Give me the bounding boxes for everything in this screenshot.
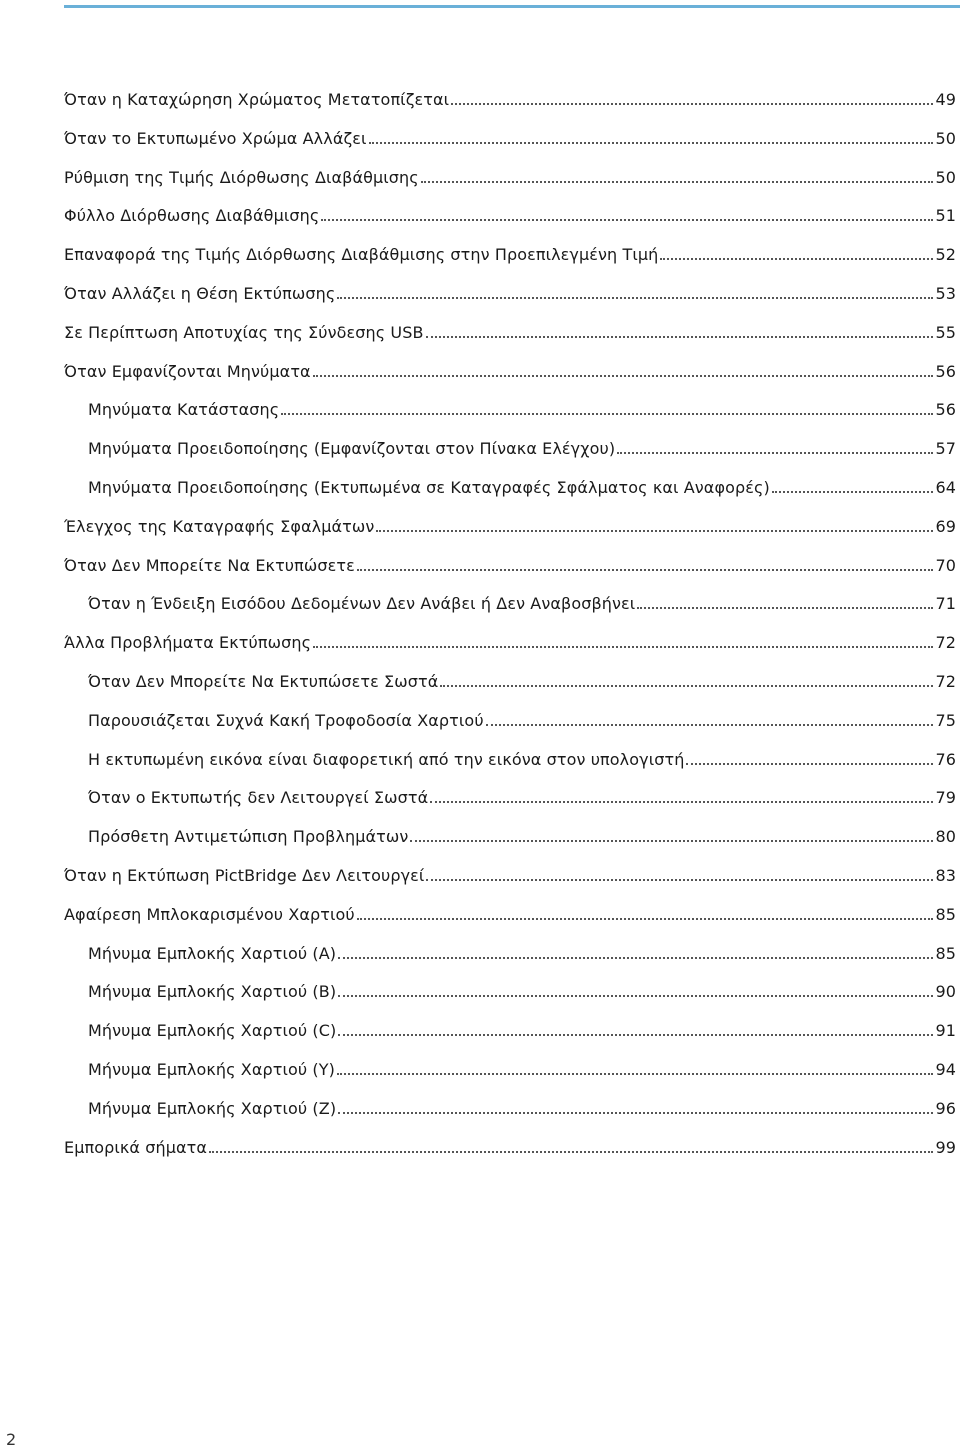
toc-dot-leader [338,956,933,959]
toc-entry-title: Όταν το Εκτυπωμένο Χρώμα Αλλάζει [64,128,367,148]
toc-entry-page: 53 [935,283,956,303]
toc-entry-title: Όταν Εμφανίζονται Μηνύματα [64,361,311,381]
toc-entry[interactable] [64,245,956,284]
toc-entry-title: Μηνύματα Προειδοποίησης (Εμφανίζονται στον Πίνακα Ελέγχου) [88,439,616,459]
toc-entry-page: 85 [935,943,956,963]
toc-entry[interactable] [64,633,956,672]
toc-entry-page: 57 [935,439,956,459]
toc-dot-leader [772,490,934,493]
toc-dot-leader [209,1150,933,1153]
toc-entry[interactable] [64,1138,956,1177]
toc-entry-page: 55 [935,322,956,342]
toc-entry[interactable] [64,711,956,750]
toc-entry-title: Μήνυμα Εμπλοκής Χαρτιού (B) [88,982,337,1002]
toc-entry-page: 99 [935,1137,956,1157]
toc-entry-title: Επαναφορά της Τιμής Διόρθωσης Διαβάθμισης στην Προεπιλεγμένη Τιμή [64,245,659,265]
toc-entry-title: Μηνύματα Κατάστασης [88,400,280,420]
toc-entry[interactable] [64,1060,956,1099]
toc-entry-title: Όταν η Εκτύπωση PictBridge Δεν Λειτουργεί [64,865,425,885]
toc-dot-leader [451,102,933,105]
toc-entry-title: Εμπορικά σήματα [64,1137,208,1157]
toc-entry-page: 94 [935,1059,956,1079]
toc-entry-title: Ρύθμιση της Τιμής Διόρθωσης Διαβάθμισης [64,167,419,187]
toc-entry[interactable] [64,672,956,711]
toc-entry-title: Μήνυμα Εμπλοκής Χαρτιού (Y) [88,1059,335,1079]
toc-entry-page: 51 [935,206,956,226]
toc-entry[interactable] [64,827,956,866]
toc-entry-title: Μήνυμα Εμπλοκής Χαρτιού (C) [88,1021,337,1041]
toc-entry-page: 96 [935,1098,956,1118]
toc-dot-leader [313,374,934,377]
toc-entry[interactable] [64,400,956,439]
toc-entry[interactable] [64,323,956,362]
toc-entry[interactable] [64,1099,956,1138]
toc-dot-leader [313,645,933,648]
toc-entry[interactable] [64,478,956,517]
toc-dot-leader [660,257,933,260]
toc-entry-title: Η εκτυπωμένη εικόνα είναι διαφορετική από την εικόνα στον υπολογιστή [88,749,685,769]
toc-entry-title: Πρόσθετη Αντιμετώπιση Προβλημάτων [88,827,409,847]
toc-dot-leader [338,1111,933,1114]
toc-dot-leader [357,568,934,571]
toc-entry-title: Άλλα Προβλήματα Εκτύπωσης [64,633,312,653]
toc-entry-title: Έλεγχος της Καταγραφής Σφαλμάτων [64,516,375,536]
page-number: 2 [6,1430,17,1449]
toc-entry-title: Μήνυμα Εμπλοκής Χαρτιού (A) [88,943,337,963]
toc-dot-leader [426,878,933,881]
toc-entry-page: 64 [935,477,956,497]
toc-entry[interactable] [64,905,956,944]
toc-entry-page: 70 [935,555,956,575]
toc-entry-title: Όταν Δεν Μπορείτε Να Εκτυπώσετε [64,555,355,575]
toc-dot-leader [686,762,933,765]
toc-entry-page: 49 [935,90,956,109]
toc-entry-title: Μηνύματα Προειδοποίησης (Εκτυπωμένα σε Καταγραφές Σφάλματος και Αναφορές) [88,477,770,497]
toc-dot-leader [338,1033,933,1036]
toc-entry-title: Αφαίρεση Μπλοκαρισμένου Χαρτιού [64,904,355,924]
toc-entry-page: 71 [935,594,956,614]
toc-entry[interactable] [64,750,956,789]
toc-entry-page: 52 [935,245,956,265]
toc-entry-page: 79 [935,788,956,808]
toc-entry[interactable] [64,556,956,595]
toc-entry-page: 76 [935,749,956,769]
toc-entry[interactable] [64,362,956,401]
toc-entry-title: Όταν Δεν Μπορείτε Να Εκτυπώσετε Σωστά [88,671,439,691]
toc-dot-leader [617,451,933,454]
toc-entry-page: 75 [935,710,956,730]
toc-dot-leader [321,218,933,221]
toc-entry[interactable] [64,439,956,478]
toc-entry[interactable] [64,866,956,905]
toc-entry-page: 85 [935,904,956,924]
toc-entry[interactable] [64,168,956,207]
toc-entry-title: Όταν ο Εκτυπωτής δεν Λειτουργεί Σωστά [88,788,429,808]
toc-entry-title: Όταν η Ένδειξη Εισόδου Δεδομένων Δεν Ανάβει ή Δεν Αναβοσβήνει [88,594,636,614]
toc-entry-page: 80 [935,827,956,847]
toc-dot-leader [637,606,933,609]
toc-entry[interactable] [64,788,956,827]
toc-entry[interactable] [64,517,956,556]
toc-entry-page: 72 [935,633,956,653]
toc-entry[interactable] [64,90,956,129]
toc-dot-leader [281,412,933,415]
toc-entry[interactable] [64,594,956,633]
toc-entry[interactable] [64,129,956,168]
toc-entry-title: Φύλλο Διόρθωσης Διαβάθμισης [64,206,320,226]
toc-entry-page: 90 [935,982,956,1002]
toc-entry[interactable] [64,944,956,983]
toc-entry-page: 72 [935,671,956,691]
toc-entry-title: Μήνυμα Εμπλοκής Χαρτιού (Z) [88,1098,337,1118]
table-of-contents [64,90,956,1176]
toc-entry-page: 91 [935,1021,956,1041]
toc-dot-leader [440,684,933,687]
toc-entry-title: Παρουσιάζεται Συχνά Κακή Τροφοδοσία Χαρτιού [88,710,484,730]
toc-dot-leader [337,1072,933,1075]
toc-entry-title: Όταν Αλλάζει η Θέση Εκτύπωσης [64,283,336,303]
toc-dot-leader [486,723,934,726]
toc-dot-leader [430,800,933,803]
toc-entry-page: 56 [935,361,956,381]
toc-entry[interactable] [64,1021,956,1060]
header-rule [64,5,960,8]
toc-entry-title: Σε Περίπτωση Αποτυχίας της Σύνδεσης USB [64,322,424,342]
toc-entry[interactable] [64,206,956,245]
toc-dot-leader [421,180,934,183]
toc-entry[interactable] [64,982,956,1021]
toc-entry-title: Όταν η Καταχώρηση Χρώματος Μετατοπίζεται [64,90,450,109]
toc-dot-leader [337,296,933,299]
toc-entry-page: 50 [935,167,956,187]
toc-dot-leader [357,917,934,920]
toc-entry[interactable] [64,284,956,323]
toc-dot-leader [376,529,933,532]
toc-entry-page: 69 [935,516,956,536]
toc-entry-page: 50 [935,128,956,148]
toc-dot-leader [426,335,934,338]
toc-dot-leader [338,994,933,997]
toc-dot-leader [410,839,933,842]
toc-dot-leader [369,141,934,144]
toc-entry-page: 83 [935,865,956,885]
toc-entry-page: 56 [935,400,956,420]
